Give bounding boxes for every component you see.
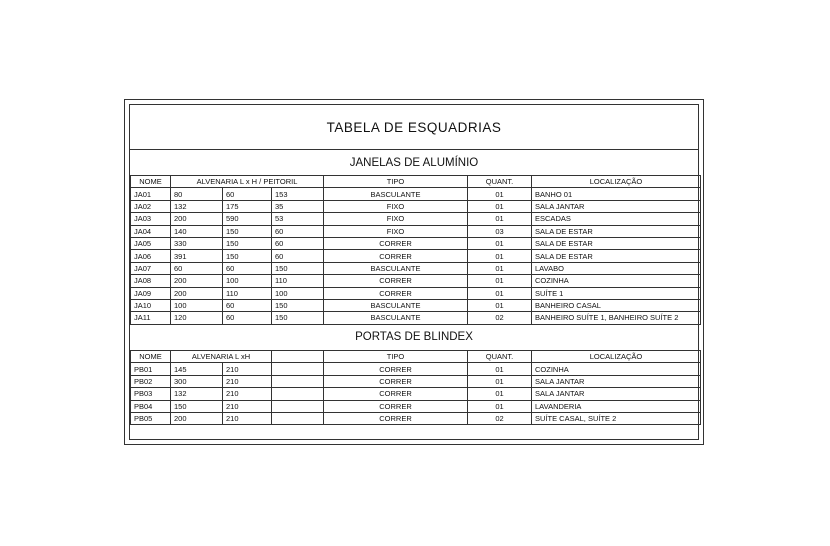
cell-nome: JA05 — [131, 237, 171, 249]
cell-altura: 60 — [223, 299, 272, 311]
cell-localizacao: SALA DE ESTAR — [532, 250, 701, 262]
cell-localizacao: SALA JANTAR — [532, 200, 701, 212]
cell-largura: 330 — [171, 237, 223, 249]
header-localizacao: LOCALIZAÇÃO — [532, 351, 701, 363]
janela-row — [131, 299, 701, 311]
cell-tipo: BASCULANTE — [324, 312, 468, 324]
cell-peitoril — [272, 375, 324, 387]
cell-tipo: CORRER — [324, 400, 468, 412]
cell-quant: 01 — [468, 275, 532, 287]
cell-tipo: CORRER — [324, 412, 468, 424]
cell-localizacao: LAVANDERIA — [532, 400, 701, 412]
cell-localizacao: SUÍTE CASAL, SUÍTE 2 — [532, 412, 701, 424]
cell-tipo: BASCULANTE — [324, 262, 468, 274]
janela-row — [131, 225, 701, 237]
janelas-table — [130, 175, 701, 325]
cell-tipo: BASCULANTE — [324, 299, 468, 311]
header-quant: QUANT. — [468, 176, 532, 188]
cell-largura: 132 — [171, 388, 223, 400]
cell-nome: PB05 — [131, 412, 171, 424]
cell-largura: 132 — [171, 200, 223, 212]
cell-largura: 140 — [171, 225, 223, 237]
janela-row — [131, 275, 701, 287]
cell-quant: 01 — [468, 213, 532, 225]
cell-nome: JA01 — [131, 188, 171, 200]
cell-altura: 210 — [223, 363, 272, 375]
janelas-body — [131, 188, 701, 324]
sheet-title: TABELA DE ESQUADRIAS — [130, 105, 698, 150]
cell-altura: 210 — [223, 400, 272, 412]
cell-localizacao: SALA DE ESTAR — [532, 237, 701, 249]
cell-quant: 03 — [468, 225, 532, 237]
cell-localizacao: SALA JANTAR — [532, 375, 701, 387]
cell-nome: JA08 — [131, 275, 171, 287]
cell-localizacao: ESCADAS — [532, 213, 701, 225]
cell-peitoril — [272, 388, 324, 400]
cell-tipo: CORRER — [324, 250, 468, 262]
header-localizacao: LOCALIZAÇÃO — [532, 176, 701, 188]
janela-row — [131, 213, 701, 225]
cell-quant: 02 — [468, 312, 532, 324]
cell-nome: JA09 — [131, 287, 171, 299]
portas-header-row — [131, 351, 701, 363]
cell-quant: 01 — [468, 299, 532, 311]
cell-largura: 391 — [171, 250, 223, 262]
cell-tipo: FIXO — [324, 225, 468, 237]
cell-quant: 01 — [468, 388, 532, 400]
cell-altura: 175 — [223, 200, 272, 212]
cell-largura: 80 — [171, 188, 223, 200]
cell-quant: 01 — [468, 262, 532, 274]
janela-row — [131, 287, 701, 299]
cell-nome: PB03 — [131, 388, 171, 400]
cell-peitoril — [272, 412, 324, 424]
cell-largura: 100 — [171, 299, 223, 311]
cell-quant: 01 — [468, 188, 532, 200]
cell-peitoril — [272, 400, 324, 412]
cell-altura: 590 — [223, 213, 272, 225]
cell-quant: 01 — [468, 363, 532, 375]
cell-localizacao: SALA DE ESTAR — [532, 225, 701, 237]
cell-nome: PB01 — [131, 363, 171, 375]
cell-localizacao: SUÍTE 1 — [532, 287, 701, 299]
cell-nome: PB04 — [131, 400, 171, 412]
cell-largura: 145 — [171, 363, 223, 375]
cell-peitoril: 110 — [272, 275, 324, 287]
cell-altura: 100 — [223, 275, 272, 287]
header-alvenaria: ALVENARIA L x H / PEITORIL — [171, 176, 324, 188]
cell-altura: 60 — [223, 312, 272, 324]
cell-quant: 01 — [468, 237, 532, 249]
cell-quant: 01 — [468, 200, 532, 212]
cell-peitoril: 35 — [272, 200, 324, 212]
cell-largura: 200 — [171, 213, 223, 225]
cell-altura: 210 — [223, 412, 272, 424]
cell-largura: 200 — [171, 412, 223, 424]
cell-peitoril: 150 — [272, 312, 324, 324]
cell-nome: JA02 — [131, 200, 171, 212]
cell-altura: 150 — [223, 250, 272, 262]
portas-table — [130, 350, 701, 425]
portas-body — [131, 363, 701, 425]
cell-localizacao: BANHEIRO SUÍTE 1, BANHEIRO SUÍTE 2 — [532, 312, 701, 324]
sheet-inner-border — [129, 104, 699, 440]
cell-largura: 200 — [171, 275, 223, 287]
cell-tipo: FIXO — [324, 213, 468, 225]
cell-altura: 60 — [223, 262, 272, 274]
cell-tipo: FIXO — [324, 200, 468, 212]
cell-largura: 300 — [171, 375, 223, 387]
header-quant: QUANT. — [468, 351, 532, 363]
header-alvenaria: ALVENARIA L xH — [171, 351, 272, 363]
cell-tipo: CORRER — [324, 363, 468, 375]
cell-nome: JA03 — [131, 213, 171, 225]
cell-peitoril: 153 — [272, 188, 324, 200]
cell-quant: 01 — [468, 400, 532, 412]
janela-row — [131, 200, 701, 212]
cell-quant: 01 — [468, 375, 532, 387]
cell-altura: 210 — [223, 388, 272, 400]
cell-tipo: CORRER — [324, 388, 468, 400]
cell-quant: 01 — [468, 287, 532, 299]
cell-tipo: CORRER — [324, 275, 468, 287]
cell-localizacao: BANHEIRO CASAL — [532, 299, 701, 311]
cell-largura: 150 — [171, 400, 223, 412]
header-nome: NOME — [131, 176, 171, 188]
cell-altura: 110 — [223, 287, 272, 299]
porta-row — [131, 375, 701, 387]
cell-peitoril: 150 — [272, 299, 324, 311]
cell-nome: JA04 — [131, 225, 171, 237]
porta-row — [131, 400, 701, 412]
cell-altura: 150 — [223, 237, 272, 249]
cell-tipo: CORRER — [324, 287, 468, 299]
cell-localizacao: LAVABO — [532, 262, 701, 274]
janela-row — [131, 237, 701, 249]
cell-localizacao: COZINHA — [532, 363, 701, 375]
janela-row — [131, 262, 701, 274]
cell-largura: 200 — [171, 287, 223, 299]
cell-quant: 01 — [468, 250, 532, 262]
cell-peitoril: 60 — [272, 250, 324, 262]
cell-peitoril: 150 — [272, 262, 324, 274]
cell-quant: 02 — [468, 412, 532, 424]
cell-peitoril: 60 — [272, 225, 324, 237]
cell-peitoril: 53 — [272, 213, 324, 225]
header-tipo: TIPO — [324, 176, 468, 188]
cell-localizacao: COZINHA — [532, 275, 701, 287]
janelas-section-title: JANELAS DE ALUMÍNIO — [349, 157, 479, 169]
cell-nome: JA06 — [131, 250, 171, 262]
cell-nome: JA07 — [131, 262, 171, 274]
esquadrias-sheet — [124, 99, 704, 445]
cell-localizacao: BANHO 01 — [532, 188, 701, 200]
cell-tipo: CORRER — [324, 237, 468, 249]
porta-row — [131, 388, 701, 400]
portas-section-title: PORTAS DE BLINDEX — [355, 331, 473, 343]
cell-altura: 60 — [223, 188, 272, 200]
cell-nome: PB02 — [131, 375, 171, 387]
header-nome: NOME — [131, 351, 171, 363]
cell-largura: 60 — [171, 262, 223, 274]
cell-nome: JA11 — [131, 312, 171, 324]
cell-peitoril — [272, 363, 324, 375]
cell-localizacao: SALA JANTAR — [532, 388, 701, 400]
cell-tipo: CORRER — [324, 375, 468, 387]
cell-tipo: BASCULANTE — [324, 188, 468, 200]
janela-row — [131, 312, 701, 324]
header-blank — [272, 351, 324, 363]
cell-largura: 120 — [171, 312, 223, 324]
cell-peitoril: 60 — [272, 237, 324, 249]
janelas-header-row — [131, 176, 701, 188]
cell-altura: 150 — [223, 225, 272, 237]
janela-row — [131, 188, 701, 200]
porta-row — [131, 412, 701, 424]
header-tipo: TIPO — [324, 351, 468, 363]
janela-row — [131, 250, 701, 262]
cell-altura: 210 — [223, 375, 272, 387]
porta-row — [131, 363, 701, 375]
cell-peitoril: 100 — [272, 287, 324, 299]
cell-nome: JA10 — [131, 299, 171, 311]
